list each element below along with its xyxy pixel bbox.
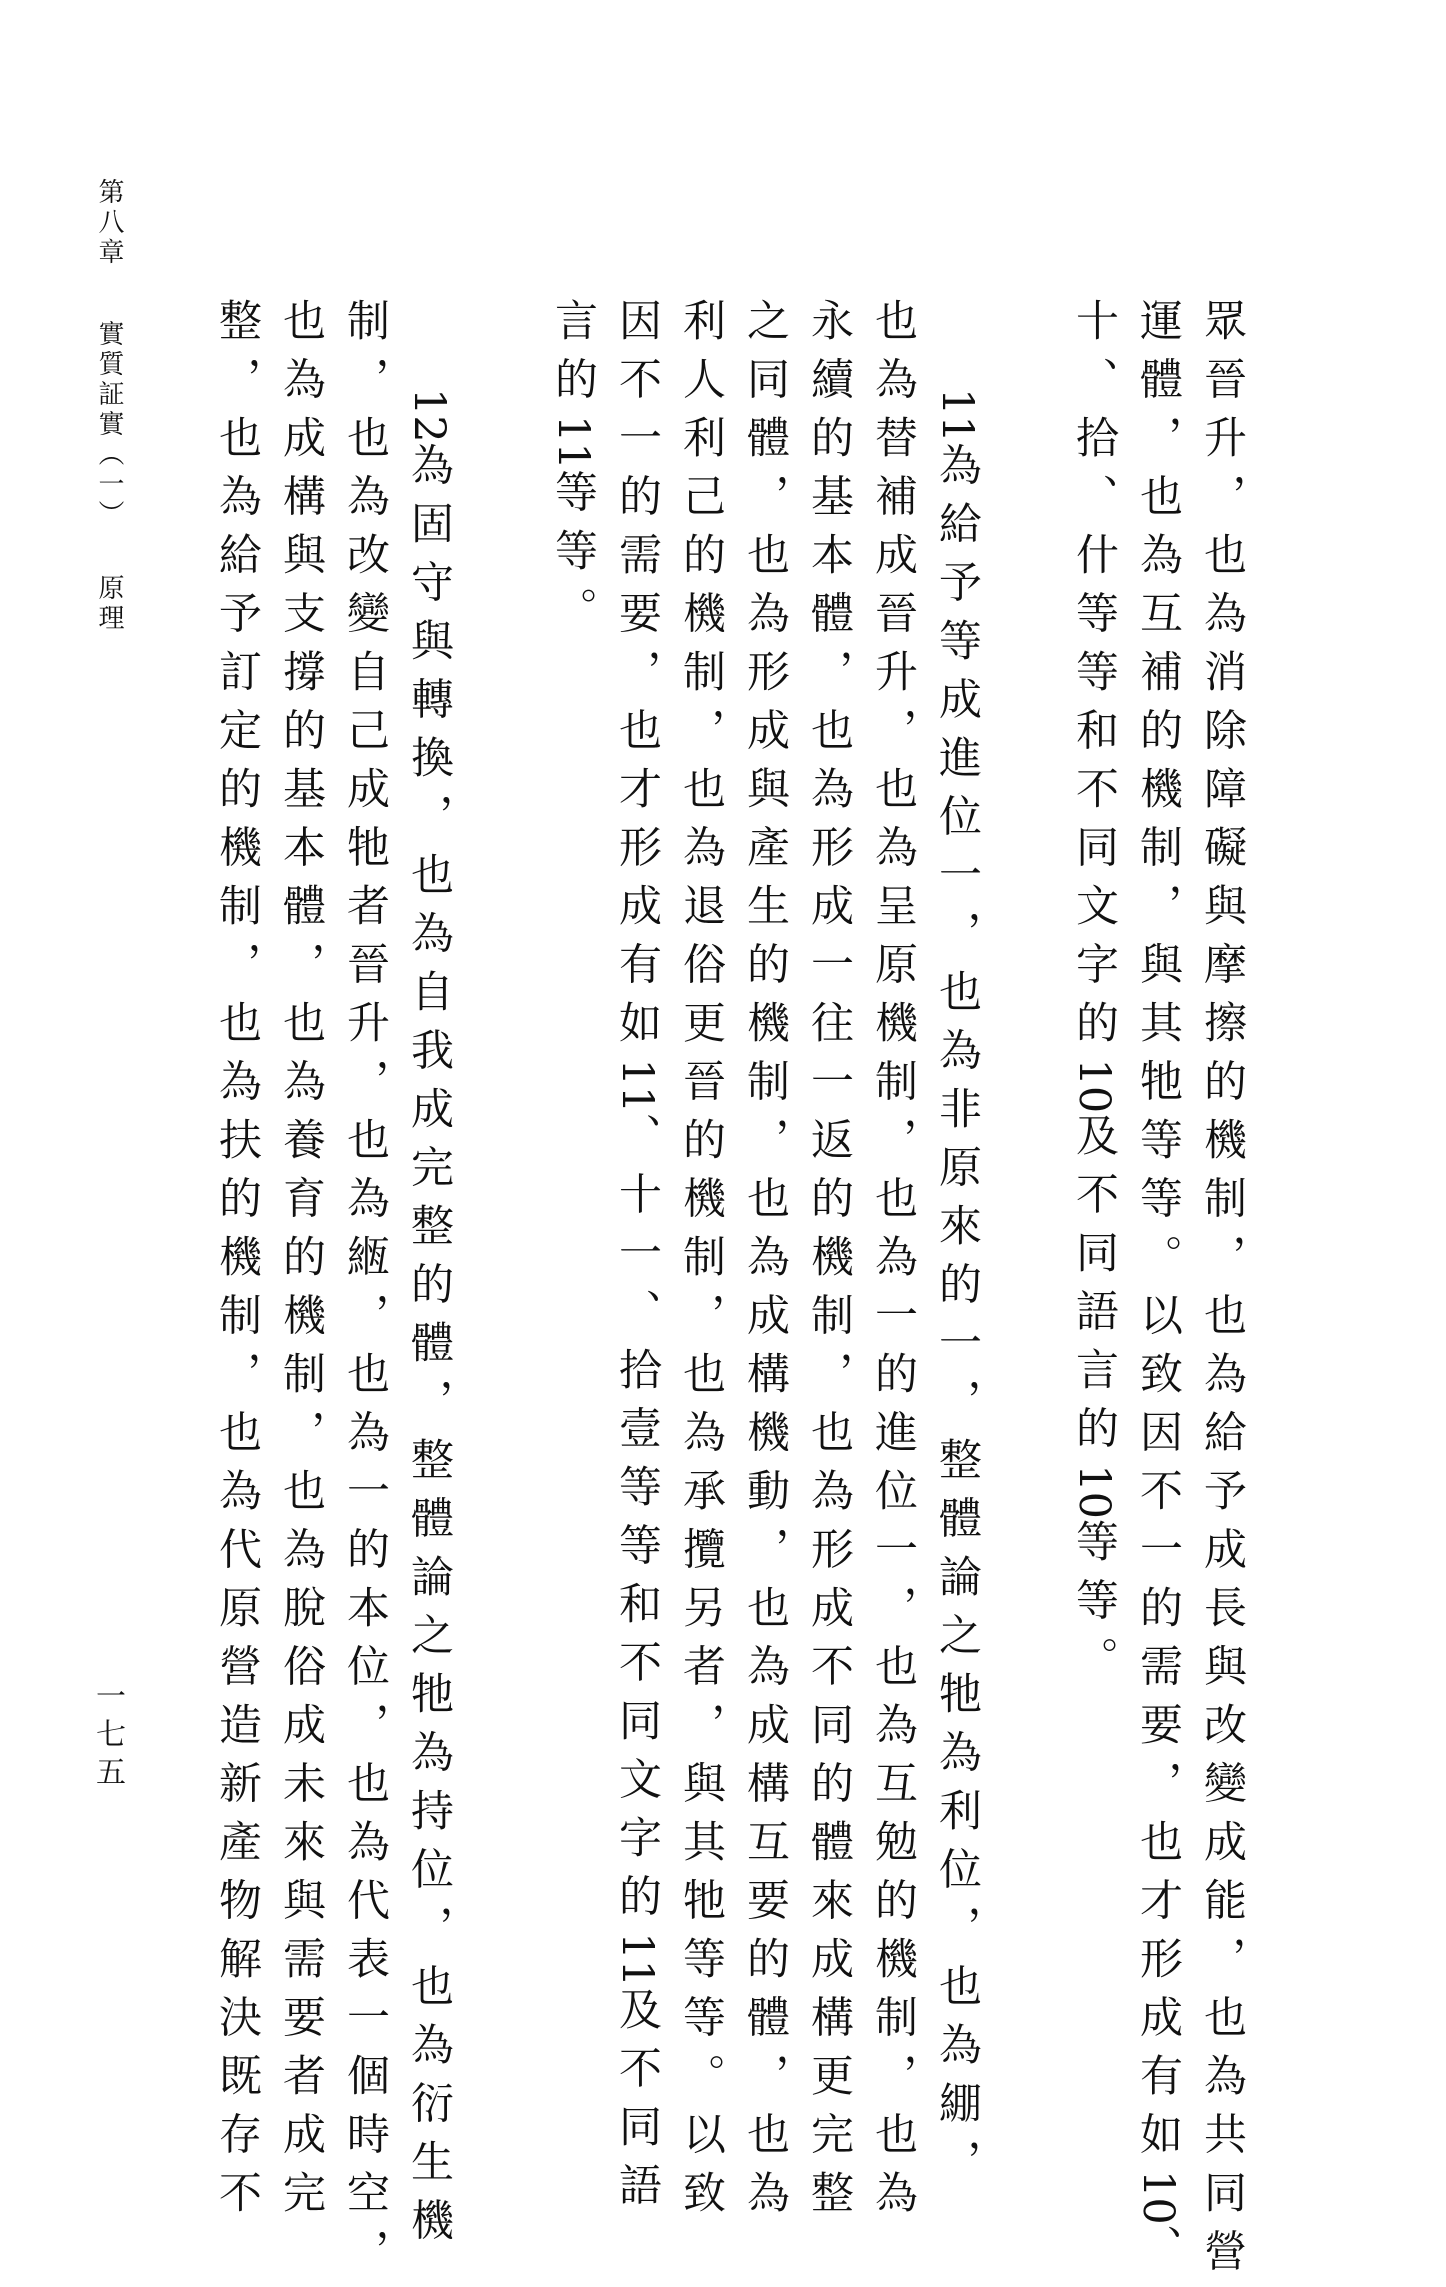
section-label: 原理 [94, 574, 124, 634]
page-number: 一七五 [90, 1680, 125, 1794]
chapter-label: 第八章 [94, 178, 124, 268]
text-line: 11為給予等成進位一，也為非原來的一，整體論之牠為利位，也為綳， [932, 388, 982, 2198]
text-line: 之同體，也為形成與產生的機制，也為成構機動，也為成構互要的體，也為 [740, 298, 790, 2229]
text-line: 12為固守與轉換，也為自我成完整的體，整體論之牠為持位，也為衍生機 [404, 388, 454, 2257]
text-line: 因不一的需要，也才形成有如11、十一、拾壹等等和不同文字的11及不同語 [612, 298, 662, 2221]
chapter-title: 實質証實（一） [94, 320, 124, 530]
text-line: 言的11等等。 [548, 298, 598, 646]
text-line: 永續的基本體，也為形成一往一返的機制，也為形成不同的體來成構更完整 [804, 298, 854, 2229]
text-line: 制，也為改變自己成牠者晉升，也為緪，也為一的本位，也為代表一個時空， [340, 298, 390, 2287]
text-line: 運體，也為互補的機制，與其牠等等。以致因不一的需要，也才形成有如10、 [1133, 298, 1183, 2284]
text-line: 眾晉升，也為消除障礙與摩擦的機制，也為給予成長與改變成能，也為共同營 [1197, 298, 1247, 2287]
text-line: 利人利己的機制，也為退俗更晉的機制，也為承攬另者，與其牠等等。以致 [676, 298, 726, 2229]
text-line: 也為成構與支撐的基本體，也為養育的機制，也為脫俗成未來與需要者成完 [276, 298, 326, 2229]
text-line: 也為替補成晉升，也為呈原機制，也為一的進位一，也為互勉的機制，也為 [868, 298, 918, 2229]
text-line: 十、拾、什等等和不同文字的10及不同語言的10等等。 [1069, 298, 1119, 1695]
text-line: 整，也為給予訂定的機制，也為扶的機制，也為代原營造新產物解決既存不 [212, 298, 262, 2229]
